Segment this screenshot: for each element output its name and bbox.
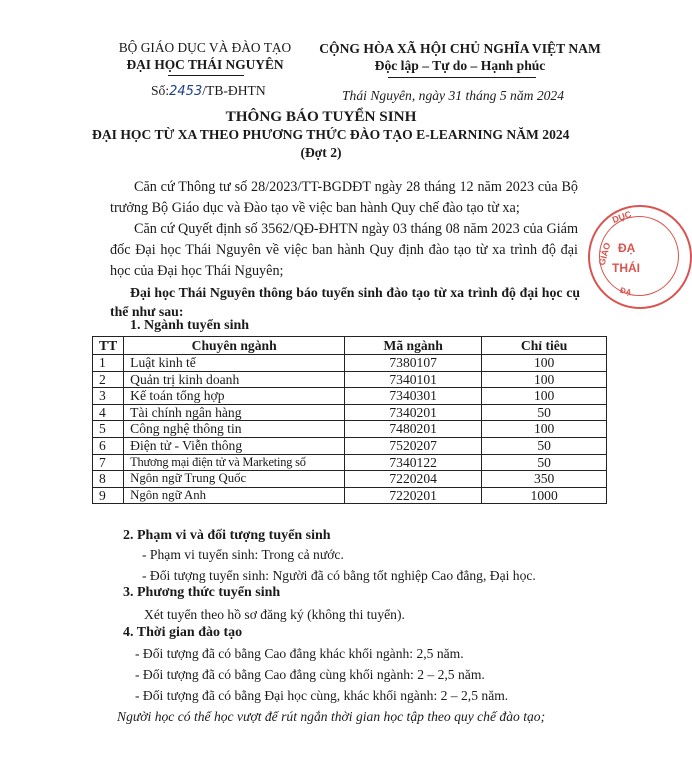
- cell-tt: 4: [93, 404, 124, 421]
- header-left-underline: [168, 75, 244, 76]
- intro-statement: Đại học Thái Nguyên thông báo tuyển sinh đào tạo từ xa trình độ đại học cụ thể như sau:: [110, 285, 580, 319]
- cell-tt: 5: [93, 421, 124, 438]
- col-header-major: Chuyên ngành: [124, 337, 345, 355]
- cell-major: Ngôn ngữ Trung Quốc: [124, 471, 345, 488]
- section-4-item-2: - Đối tượng đã có bằng Cao đẳng cùng khối ngành: 2 – 2,5 năm.: [135, 667, 485, 682]
- col-header-code: Mã ngành: [345, 337, 482, 355]
- cell-major: Công nghệ thông tin: [124, 421, 345, 438]
- cell-quota: 350: [482, 471, 607, 488]
- section-4-item-3: - Đối tượng đã có bằng Đại học cùng, khác khối ngành: 2 – 2,5 năm.: [135, 688, 509, 703]
- col-header-quota: Chỉ tiêu: [482, 337, 607, 355]
- preamble-paragraph-1: Căn cứ Thông tư số 28/2023/TT-BGDĐT ngày 28 tháng 12 năm 2023 của Bộ trưởng Bộ Giáo dục và Đào tạo về việc ban hành Quy chế đào tạo từ xa;: [110, 179, 578, 216]
- table-row: [93, 437, 607, 454]
- cell-tt: 7: [93, 454, 124, 471]
- section-4-item-1: - Đối tượng đã có bằng Cao đẳng khác khối ngành: 2,5 năm.: [135, 646, 464, 661]
- cell-code: 7220204: [345, 471, 482, 488]
- cell-quota: 50: [482, 454, 607, 471]
- majors-table: [92, 336, 607, 504]
- cell-major: Kế toán tổng hợp: [124, 388, 345, 405]
- table-row: [93, 355, 607, 372]
- cell-code: 7340122: [345, 454, 482, 471]
- table-row: [93, 388, 607, 405]
- place-date: Thái Nguyên, ngày 31 tháng 5 năm 2024: [342, 88, 565, 103]
- title-line-1: THÔNG BÁO TUYỂN SINH: [225, 108, 417, 125]
- table-row: [93, 421, 607, 438]
- doc-number-prefix: Số:: [151, 83, 170, 98]
- cell-tt: 9: [93, 487, 124, 504]
- section-3-title: 3. Phương thức tuyển sinh: [123, 585, 281, 600]
- motto-underline: [388, 77, 536, 78]
- cell-major: Quản trị kinh doanh: [124, 371, 345, 388]
- title-line-3: (Đợt 2): [300, 145, 342, 160]
- cell-quota: 50: [482, 437, 607, 454]
- doc-number-handwritten: 2453: [169, 84, 203, 99]
- table-row: [93, 471, 607, 488]
- section-3-text: Xét tuyển theo hồ sơ đăng ký (không thi tuyển).: [144, 607, 405, 622]
- table-row: [93, 404, 607, 421]
- cell-major: Thương mại điện tử và Marketing số: [124, 454, 345, 471]
- table-row: [93, 454, 607, 471]
- cell-code: 7340301: [345, 388, 482, 405]
- cell-tt: 6: [93, 437, 124, 454]
- cell-quota: 1000: [482, 487, 607, 504]
- cell-tt: 2: [93, 371, 124, 388]
- country-name: CỘNG HÒA XÃ HỘI CHỦ NGHĨA VIỆT NAM: [319, 41, 601, 56]
- cell-quota: 100: [482, 388, 607, 405]
- stamp-text-top: DỤC: [610, 208, 633, 226]
- section-2-item-1: - Phạm vi tuyển sinh: Trong cả nước.: [142, 547, 344, 562]
- title-line-2: ĐẠI HỌC TỪ XA THEO PHƯƠNG THỨC ĐÀO TẠO E-LEARNING NĂM 2024: [92, 127, 570, 142]
- stamp-text-left: GIÁO: [596, 241, 613, 267]
- cell-tt: 3: [93, 388, 124, 405]
- cell-tt: 8: [93, 471, 124, 488]
- cell-major: Điện tử - Viễn thông: [124, 437, 345, 454]
- cell-code: 7220201: [345, 487, 482, 504]
- table-row: [93, 371, 607, 388]
- cell-major: Ngôn ngữ Anh: [124, 487, 345, 504]
- cell-quota: 50: [482, 404, 607, 421]
- cell-quota: 100: [482, 421, 607, 438]
- university-name: ĐẠI HỌC THÁI NGUYÊN: [126, 57, 284, 72]
- col-header-tt: TT: [93, 337, 124, 355]
- section-2-item-2: - Đối tượng tuyển sinh: Người đã có bằng tốt nghiệp Cao đẳng, Đại học.: [142, 568, 536, 583]
- cell-code: 7380107: [345, 355, 482, 372]
- section-1-title: 1. Ngành tuyển sinh: [130, 318, 250, 333]
- cell-quota: 100: [482, 371, 607, 388]
- cell-code: 7340101: [345, 371, 482, 388]
- national-motto: Độc lập – Tự do – Hạnh phúc: [374, 58, 546, 73]
- cell-major: Tài chính ngân hàng: [124, 404, 345, 421]
- cell-major: Luật kinh tế: [124, 355, 345, 372]
- stamp-text-bottom: ĐẠ: [619, 285, 633, 298]
- cell-code: 7340201: [345, 404, 482, 421]
- cell-quota: 100: [482, 355, 607, 372]
- cell-code: 7480201: [345, 421, 482, 438]
- stamp-inner-ring: [596, 216, 679, 296]
- red-seal-stamp: [588, 205, 692, 309]
- stamp-text-right-1: ĐẠ: [618, 241, 636, 255]
- cell-code: 7520207: [345, 437, 482, 454]
- table-header-row: [93, 337, 607, 355]
- preamble-paragraph-2: Căn cứ Quyết định số 3562/QĐ-ĐHTN ngày 03 tháng 08 năm 2023 của Giám đốc Đại học Thái Nguyên về việc ban hành Quy định đào tạo từ xa trình độ đại học của Đại học Thái Nguyên;: [110, 221, 578, 279]
- ministry-name: BỘ GIÁO DỤC VÀ ĐÀO TẠO: [118, 40, 292, 55]
- document-number: [151, 83, 266, 99]
- table-row: [93, 487, 607, 504]
- doc-number-suffix: /TB-ĐHTN: [202, 83, 266, 98]
- section-4-title: 4. Thời gian đào tạo: [123, 625, 243, 640]
- section-4-note: Người học có thể học vượt để rút ngắn thời gian học tập theo quy chế đào tạo;: [117, 709, 546, 724]
- cell-tt: 1: [93, 355, 124, 372]
- section-2-title: 2. Phạm vi và đối tượng tuyển sinh: [123, 528, 331, 543]
- stamp-text-right-2: THÁI: [612, 261, 640, 275]
